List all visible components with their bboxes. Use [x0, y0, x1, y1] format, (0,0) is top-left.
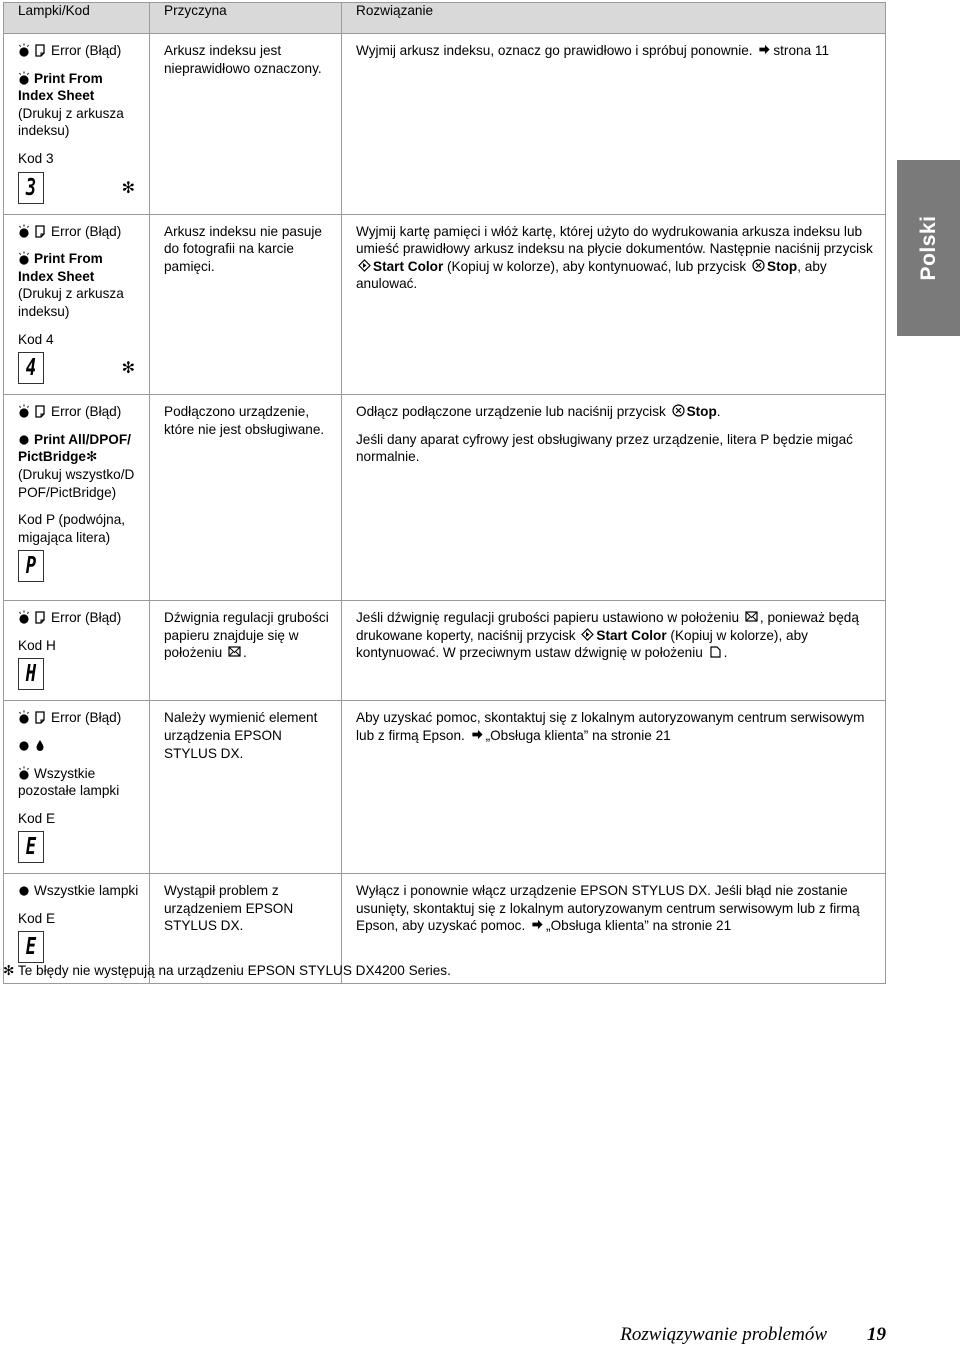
lamps-cell — [4, 601, 150, 701]
lamps-cell — [4, 34, 150, 215]
blinking-lamp-icon — [18, 610, 30, 624]
error-table — [3, 2, 886, 984]
language-side-tab-label: Polski — [916, 215, 940, 281]
solution-text: . — [723, 645, 728, 661]
solution-text: (Kopiuj w kolorze), aby kontynuować. W przeciwnym ustaw dźwignię w położeniu — [356, 627, 808, 661]
code-char: 4 — [25, 355, 37, 382]
solution-cell — [342, 34, 886, 215]
arrow-right-icon — [471, 728, 484, 741]
lamp-print-index-sub: (Drukuj z arkusza indeksu) — [18, 105, 124, 139]
solution-ref-link[interactable]: strona 11 — [773, 43, 830, 58]
page-footer — [620, 1324, 886, 1346]
blinking-lamp-icon — [18, 71, 30, 85]
paper-error-icon — [34, 43, 47, 57]
code-char: 3 — [25, 174, 37, 201]
lamp-error-label: Error (Błąd) — [51, 43, 122, 58]
cause-cell: Wystąpił problem z urządzeniem EPSON STYLUS DX. — [150, 874, 342, 984]
paper-error-icon — [34, 710, 47, 724]
table-row — [4, 601, 886, 701]
solution-ref-link[interactable]: „Obsługa klienta” na stronie 21 — [485, 727, 671, 743]
code-label: Kod 3 — [18, 150, 54, 166]
asterisk-icon: ✻ — [3, 963, 15, 978]
table-row — [4, 214, 886, 395]
lamp-error-label: Error (Błąd) — [51, 610, 122, 626]
solution-text: Jeśli dźwignię regulacji grubości papieru ustawiono w położeniu — [356, 610, 740, 626]
lamp-error-label: Error (Błąd) — [51, 710, 122, 726]
blinking-lamp-icon — [18, 766, 30, 780]
lamp-print-index-sub: (Drukuj z arkusza indeksu) — [18, 286, 124, 319]
lamp-error — [18, 609, 139, 627]
code-display — [18, 550, 44, 582]
solution-text: , aby anulować. — [356, 258, 827, 292]
header-lamps: Lampki/Kod — [4, 3, 150, 34]
paper-error-icon — [34, 404, 47, 418]
code-char: E — [25, 834, 37, 861]
lamp-print-index-label: Print From Index Sheet — [18, 70, 103, 104]
cause-cell: Dźwignia regulacji grubości papieru znajduje się w położeniu . — [150, 601, 342, 701]
start-color-button-label: Start Color — [596, 627, 667, 643]
code-label: Kod E — [18, 810, 56, 826]
lamp-error — [18, 223, 139, 241]
cause-cell: Należy wymienić element urządzenia EPSON STYLUS DX. — [150, 701, 342, 874]
lamp-error-label: Error (Błąd) — [51, 404, 122, 420]
start-diamond-icon — [581, 628, 594, 641]
lamp-ink — [18, 737, 139, 755]
code-display — [18, 931, 44, 963]
asterisk-icon: ✻ — [121, 360, 135, 378]
arrow-right-icon — [758, 43, 771, 56]
arrow-right-icon — [531, 918, 544, 931]
lamp-print-all-label: Print All/DPOF/ PictBridge✻ — [18, 431, 131, 465]
lamp-print-all — [18, 431, 139, 501]
lamps-cell — [4, 701, 150, 874]
solution-text: (Kopiuj w kolorze), aby kontynuować, lub przycisk — [447, 258, 747, 274]
code-label: Kod P (podwójna, migająca litera) — [18, 512, 126, 545]
header-solution: Rozwiązanie — [342, 3, 886, 34]
code-label: Kod H — [18, 637, 56, 653]
table-header-row — [4, 3, 886, 34]
solution-text: Wyjmij arkusz indeksu, oznacz go prawidłowo i spróbuj ponownie. — [356, 43, 753, 58]
stop-icon — [752, 259, 765, 272]
solution-cell — [342, 214, 886, 395]
ink-drop-icon — [34, 738, 46, 752]
blinking-lamp-icon — [18, 43, 30, 57]
lamp-all — [18, 882, 139, 900]
lamps-cell — [4, 395, 150, 601]
start-color-button-label: Start Color — [373, 258, 444, 274]
lamp-all-other — [18, 765, 139, 800]
code-char: P — [25, 553, 37, 580]
code-label: Kod E — [18, 910, 56, 926]
code-label: Kod 4 — [18, 331, 54, 347]
paper-icon — [709, 645, 722, 658]
footer-title: Rozwiązywanie problemów — [620, 1324, 827, 1345]
solution-cell — [342, 701, 886, 874]
lamp-icon — [18, 883, 30, 897]
lamp-all-other-label: Wszystkie pozostałe lampki — [18, 765, 120, 799]
blinking-lamp-icon — [18, 224, 30, 238]
lamp-print-index — [18, 250, 139, 320]
lamp-print-all-sub: (Drukuj wszystko/DPOF/PictBridge) — [18, 466, 135, 500]
lamp-icon — [18, 432, 30, 446]
paper-error-icon — [34, 224, 47, 238]
solution-text: Wyłącz i ponownie włącz urządzenie EPSON STYLUS DX. Jeśli błąd nie zostanie usunięty, skontaktuj się z lokalnym autoryzowanym centrum serwisowym lub z firmą Epson, aby uzyskać pomoc. — [356, 883, 860, 934]
solution-paragraph: Jeśli dany aparat cyfrowy jest obsługiwany przez urządzenie, litera P będzie migać normalnie. — [356, 431, 853, 465]
solution-text: Aby uzyskać pomoc, skontaktuj się z lokalnym autoryzowanym centrum serwisowym lub z firmą Epson. — [356, 710, 865, 743]
code-display — [18, 172, 44, 204]
lamp-error — [18, 709, 139, 727]
footnote — [3, 963, 451, 979]
solution-text: , ponieważ będą drukowane koperty, naciśnij przycisk — [356, 610, 859, 643]
table-row — [4, 34, 886, 215]
solution-text: Wyjmij kartę pamięci i włóż kartę, której użyto do wydrukowania arkusza indeksu lub umieść prawidłowy arkusz indeksu na płycie dokumentów. Następnie naciśnij przycisk — [356, 223, 873, 257]
envelope-icon — [228, 645, 241, 658]
blinking-lamp-icon — [18, 251, 30, 265]
table-row — [4, 395, 886, 601]
lamps-cell — [4, 214, 150, 395]
envelope-icon — [745, 610, 758, 623]
footnote-text: Te błędy nie występują na urządzeniu EPSON STYLUS DX4200 Series. — [17, 963, 451, 978]
lamp-icon — [18, 738, 30, 752]
lamp-print-index-label: Print From Index Sheet — [18, 251, 103, 284]
stop-button-label: Stop — [767, 258, 798, 274]
header-cause: Przyczyna — [150, 3, 342, 34]
solution-cell — [342, 395, 886, 601]
paper-error-icon — [34, 610, 47, 624]
code-display — [18, 352, 44, 384]
table-row — [4, 701, 886, 874]
solution-text: . — [716, 404, 721, 420]
blinking-lamp-icon — [18, 710, 30, 724]
asterisk-icon: ✻ — [121, 179, 135, 197]
solution-text: Odłącz podłączone urządzenie lub naciśnij przycisk — [356, 404, 666, 420]
solution-ref-link[interactable]: „Obsługa klienta” na stronie 21 — [546, 918, 732, 934]
solution-paragraph — [356, 403, 875, 421]
cause-cell: Arkusz indeksu nie pasuje do fotografii na karcie pamięci. — [150, 214, 342, 395]
lamp-error — [18, 42, 139, 60]
start-diamond-icon — [358, 259, 371, 272]
cause-cell: Arkusz indeksu jest nieprawidłowo oznaczony. — [150, 34, 342, 215]
cause-cell: Podłączono urządzenie, które nie jest obsługiwane. — [150, 395, 342, 601]
lamp-print-index — [18, 70, 139, 140]
lamp-error — [18, 403, 139, 421]
code-display — [18, 831, 44, 863]
code-char: H — [25, 661, 37, 688]
cause-text: Dźwignia regulacji grubości papieru znajduje się w położeniu — [164, 610, 329, 661]
stop-icon — [672, 404, 685, 417]
page-number: 19 — [867, 1324, 886, 1345]
blinking-lamp-icon — [18, 404, 30, 418]
lamp-error-label: Error (Błąd) — [51, 223, 122, 239]
code-char: E — [25, 934, 37, 961]
language-side-tab — [897, 160, 960, 336]
stop-button-label: Stop — [686, 404, 717, 420]
code-display — [18, 658, 44, 690]
lamp-all-label: Wszystkie lampki — [34, 883, 139, 899]
solution-cell — [342, 601, 886, 701]
